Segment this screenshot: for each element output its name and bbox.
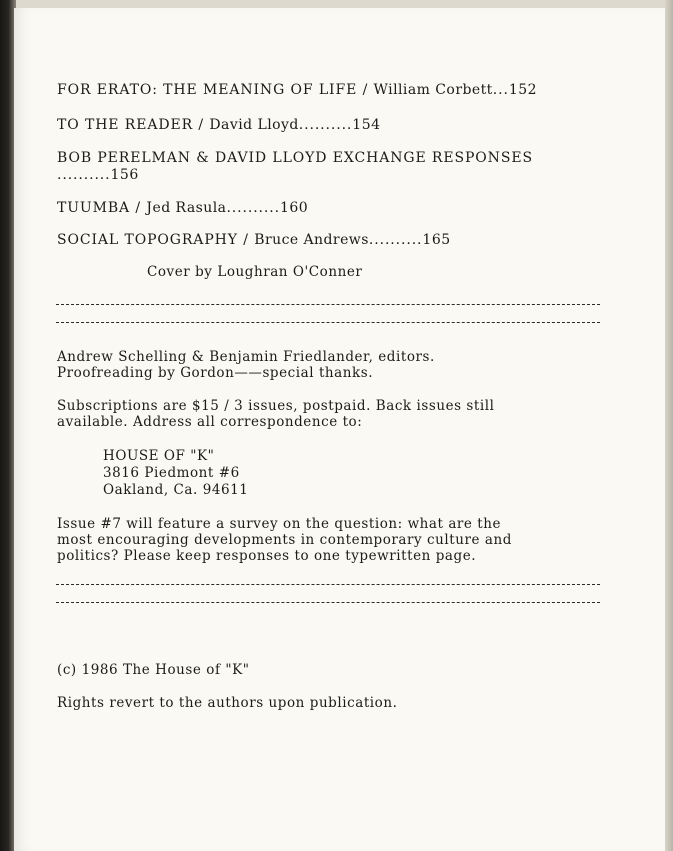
- toc-separator: /: [130, 200, 147, 216]
- toc-author: Bruce Andrews: [254, 232, 369, 248]
- toc-entry: [57, 150, 533, 167]
- toc-page: 160: [279, 200, 309, 216]
- toc-page: 165: [422, 232, 451, 248]
- toc-author: William Corbett: [373, 82, 493, 98]
- subscriptions-line: available. Address all correspondence to:: [57, 414, 363, 430]
- toc-entry-continuation: [57, 167, 139, 184]
- toc-title: FOR ERATO: THE MEANING OF LIFE: [57, 82, 358, 98]
- issue-note-line: most encouraging developments in contemporary culture and: [57, 532, 512, 548]
- toc-entry: [57, 200, 308, 217]
- toc-title: BOB PERELMAN & DAVID LLOYD EXCHANGE RESPONSES: [57, 150, 533, 166]
- address-city: Oakland, Ca. 94611: [103, 482, 249, 498]
- copyright-line: (c) 1986 The House of "K": [57, 662, 250, 678]
- toc-separator: /: [237, 232, 255, 248]
- toc-leader: ..........: [226, 200, 280, 216]
- dashed-divider: [56, 584, 600, 585]
- page-edge: [665, 0, 673, 851]
- dashed-divider: [56, 602, 600, 603]
- toc-page: 156: [110, 167, 139, 183]
- cover-credit: Cover by Loughran O'Conner: [147, 264, 363, 280]
- toc-leader: ..........: [368, 232, 423, 248]
- toc-leader: ...: [492, 82, 509, 98]
- address-street: 3816 Piedmont #6: [103, 465, 240, 481]
- editors-line: Andrew Schelling & Benjamin Friedlander, editors.: [57, 349, 435, 365]
- issue-note-line: Issue #7 will feature a survey on the question: what are the: [57, 516, 502, 532]
- toc-entry: [57, 82, 537, 99]
- toc-title: TO THE READER: [57, 117, 194, 133]
- dashed-divider: [56, 322, 600, 323]
- toc-entry: [57, 117, 381, 134]
- toc-separator: /: [193, 117, 210, 133]
- toc-author: David Lloyd: [209, 117, 299, 133]
- toc-entry: [57, 232, 451, 249]
- toc-author: Jed Rasula: [146, 200, 227, 216]
- address-name: HOUSE OF "K": [103, 448, 215, 464]
- rights-line: Rights revert to the authors upon publication.: [57, 695, 398, 711]
- toc-title: TUUMBA: [57, 200, 131, 216]
- toc-separator: /: [357, 82, 374, 98]
- proofreading-line: Proofreading by Gordon——special thanks.: [57, 365, 374, 381]
- dashed-divider: [56, 304, 600, 305]
- toc-leader: ..........: [57, 167, 111, 183]
- toc-leader: ..........: [298, 117, 353, 133]
- subscriptions-line: Subscriptions are $15 / 3 issues, postpaid. Back issues still: [57, 398, 495, 414]
- toc-title: SOCIAL TOPOGRAPHY: [57, 232, 238, 248]
- issue-note-line: politics? Please keep responses to one typewritten page.: [57, 548, 477, 564]
- toc-page: 152: [508, 82, 538, 98]
- toc-page: 154: [352, 117, 381, 133]
